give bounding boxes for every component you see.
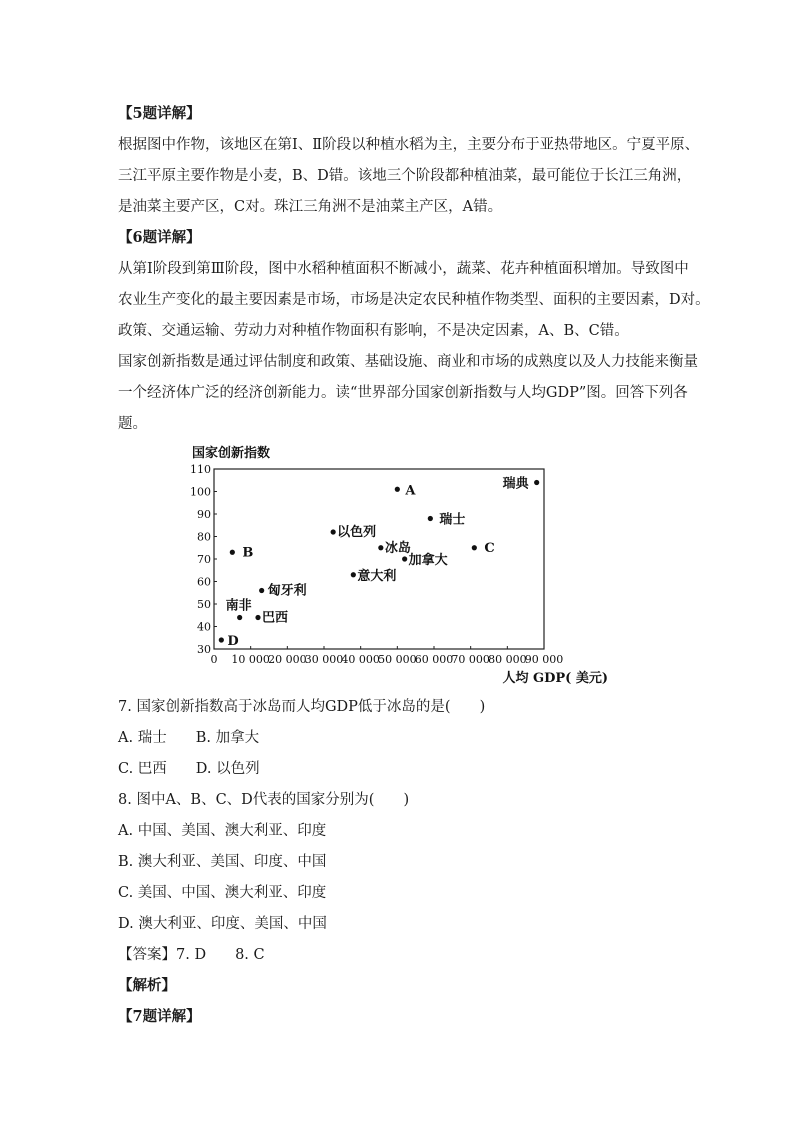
data-point-label: A: [405, 483, 416, 499]
text-line: 国家创新指数是通过评估制度和政策、基础设施、商业和市场的成熟度以及人力技能来衡量: [118, 354, 698, 370]
x-tick-label: 70 000: [451, 653, 490, 666]
text-line: 8. 图中A、B、C、D代表的国家分别为( ): [118, 792, 410, 808]
x-tick-label: 30 000: [304, 653, 344, 666]
data-point: [428, 516, 433, 521]
text-line: 农业生产变化的最主要因素是市场，市场是决定农民种植作物类型、面积的主要因素，D对。: [118, 292, 710, 308]
y-tick-label: 40: [197, 620, 211, 634]
text-line: 7. 国家创新指数高于冰岛而人均GDP低于冰岛的是( ): [118, 699, 486, 715]
y-tick-label: 70: [197, 553, 211, 566]
text-line: 根据图中作物，该地区在第Ⅰ、Ⅱ阶段以种植水稻为主，主要分布于亚热带地区。宁夏平原、: [118, 137, 700, 153]
y-tick-label: 50: [197, 598, 211, 611]
text-line: 从第Ⅰ阶段到第Ⅲ阶段，图中水稻种植面积不断减小，蔬菜、花卉种植面积增加。导致图中: [118, 261, 689, 277]
data-point: [255, 615, 260, 620]
data-point: [472, 545, 477, 550]
data-point: [259, 588, 264, 593]
data-point: [331, 529, 336, 534]
y-tick-label: 30: [197, 643, 211, 656]
x-axis-label: 人均 GDP( 美元): [502, 671, 608, 686]
x-tick-label: 20 000: [268, 653, 307, 666]
scatter-chart: [188, 440, 608, 690]
y-axis-label: 国家创新指数: [192, 446, 271, 461]
data-point: [534, 480, 539, 485]
data-point-label: 南非: [225, 598, 252, 614]
x-tick-label: 80 000: [488, 653, 527, 666]
x-tick-label: 60 000: [414, 653, 454, 666]
text-line: 【答案】7. D 8. C: [118, 947, 265, 963]
data-point: [230, 550, 235, 555]
text-line: 题。: [118, 416, 147, 432]
section-heading: 【5题详解】: [118, 105, 201, 122]
x-tick-label: 10 000: [231, 653, 270, 666]
section-heading: 【7题详解】: [118, 1008, 201, 1025]
data-point-label: 以色列: [337, 525, 377, 540]
text-line: B. 澳大利亚、美国、印度、中国: [118, 854, 327, 870]
data-point-label: C: [484, 540, 495, 556]
data-point-label: 巴西: [262, 610, 289, 626]
data-point-label: B: [242, 545, 254, 561]
text-line: 一个经济体广泛的经济创新能力。读“世界部分国家创新指数与人均GDP”图。回答下列各: [118, 385, 688, 401]
text-line: 政策、交通运输、劳动力对种植作物面积有影响，不是决定因素，A、B、C错。: [118, 323, 629, 339]
text-line: A. 瑞士 B. 加拿大: [118, 730, 260, 746]
data-point-label: 匈牙利: [267, 583, 307, 599]
y-tick-label: 90: [197, 508, 211, 521]
data-point: [351, 572, 356, 577]
text-line: 三江平原主要作物是小麦，B、D错。该地三个阶段都种植油菜，最可能位于长江三角洲，: [118, 168, 692, 184]
text-line: C. 美国、中国、澳大利亚、印度: [118, 885, 327, 901]
data-point: [219, 637, 224, 642]
data-point: [237, 615, 242, 620]
data-point: [378, 545, 383, 550]
text-line: D. 澳大利亚、印度、美国、中国: [118, 916, 327, 932]
data-point-label: 瑞典: [502, 476, 529, 492]
data-point-label: 意大利: [357, 568, 397, 584]
text-line: C. 巴西 D. 以色列: [118, 761, 260, 777]
x-tick-label: 50 000: [378, 653, 417, 666]
data-point-label: D: [227, 634, 239, 649]
text-line: A. 中国、美国、澳大利亚、印度: [118, 823, 327, 839]
data-point-label: 冰岛: [384, 540, 411, 556]
x-tick-label: 0: [210, 653, 218, 666]
x-tick-label: 90 000: [524, 653, 564, 666]
text-line: 是油菜主要产区，C对。珠江三角洲不是油菜主产区，A错。: [118, 199, 503, 215]
section-heading: 【6题详解】: [118, 229, 201, 246]
y-tick-label: 100: [190, 485, 211, 499]
section-heading: 【解析】: [118, 977, 176, 994]
y-tick-label: 80: [197, 530, 211, 544]
data-point-label: 加拿大: [408, 553, 448, 568]
data-point-label: 瑞士: [439, 512, 466, 528]
y-tick-label: 60: [197, 575, 211, 589]
data-point: [395, 487, 400, 492]
chart-canvas: [188, 440, 608, 690]
x-tick-label: 40 000: [341, 653, 380, 666]
data-point: [402, 556, 407, 561]
y-tick-label: 110: [190, 463, 211, 476]
